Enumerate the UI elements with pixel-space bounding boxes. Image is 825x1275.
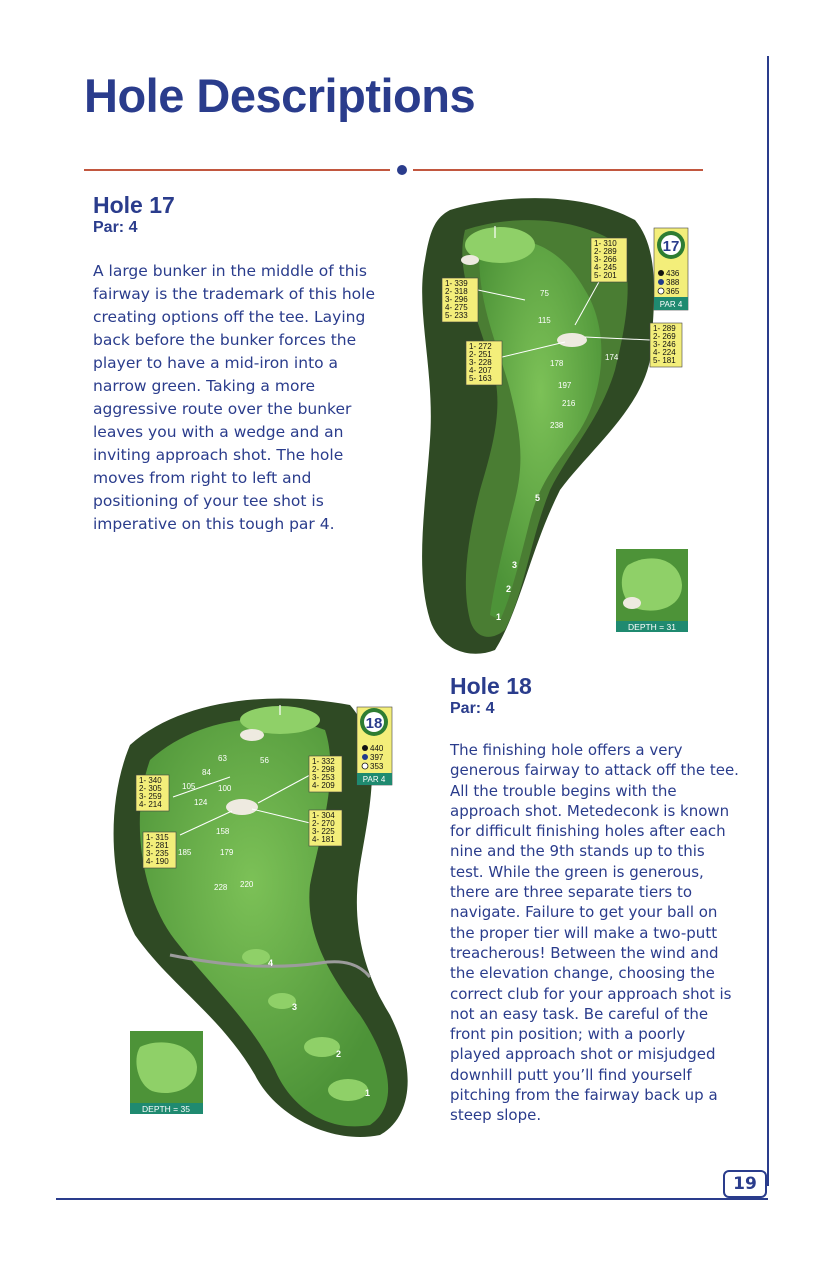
hole18-title: Hole 18	[450, 673, 532, 699]
hole18-depth-inset	[130, 1031, 203, 1114]
hole17-tee: 1	[496, 612, 502, 622]
svg-text:4- 275: 4- 275	[445, 303, 468, 312]
svg-text:3- 228: 3- 228	[469, 358, 492, 367]
hole18-yardage: 220	[240, 880, 254, 889]
svg-text:2- 270: 2- 270	[312, 819, 335, 828]
svg-text:397: 397	[370, 753, 384, 762]
svg-text:5- 181: 5- 181	[653, 356, 676, 365]
hole17-tee: 3	[512, 560, 518, 570]
hole18-tee: 2	[336, 1049, 342, 1059]
hole18-green-bunker	[240, 729, 264, 741]
hole18-tee: 4	[268, 958, 274, 968]
hole17-tee: 5	[535, 493, 541, 503]
title-divider-left	[84, 169, 390, 171]
svg-text:436: 436	[666, 269, 680, 278]
svg-text:4- 214: 4- 214	[139, 800, 162, 809]
hole18-description: The finishing hole offers a very generous fairway to attack off the tee. All the trouble begins with the approach shot. Metedeconk is known for difficult finishing holes after each nine and the 9th stands up to this test. While the green is generous, there are three separate tiers to navigate. Failure to get your ball on the proper tier will make a two-putt treacherous! Between the wind and the elevation change, choosing the correct club for your approach shot is not an easy task. Be careful of the front pin position; with a poorly played approach shot or misjudged downhill putt you’ll find yourself pitching from the fairway back up a steep slope.	[450, 741, 739, 1125]
hole18-yardage: 63	[218, 754, 227, 763]
svg-text:4- 245: 4- 245	[594, 263, 617, 272]
hole17-depth-inset	[616, 549, 688, 632]
svg-text:4- 181: 4- 181	[312, 835, 335, 844]
svg-text:1- 332: 1- 332	[312, 757, 335, 766]
hole18-yardage: 124	[194, 798, 208, 807]
hole17-tee: 2	[506, 584, 512, 594]
svg-text:2- 269: 2- 269	[653, 332, 676, 341]
hole18-fairway-bunker	[226, 799, 258, 815]
page-number: 19	[723, 1170, 767, 1198]
hole17-badge	[654, 228, 688, 310]
hole17-title: Hole 17	[93, 192, 175, 218]
hole18-par: Par: 4	[450, 700, 495, 717]
svg-text:1- 272: 1- 272	[469, 342, 492, 351]
title-divider-dot	[397, 165, 407, 175]
svg-text:1- 339: 1- 339	[445, 279, 468, 288]
svg-text:18: 18	[365, 715, 383, 732]
svg-text:1- 340: 1- 340	[139, 776, 162, 785]
svg-text:440: 440	[370, 744, 384, 753]
hole18-box-c	[143, 832, 176, 868]
hole17-box-c	[466, 341, 502, 385]
hole17-yardage: 75	[540, 289, 549, 298]
svg-text:365: 365	[666, 287, 680, 296]
hole17-par: Par: 4	[93, 219, 138, 236]
svg-text:PAR 4: PAR 4	[362, 775, 386, 784]
title-divider-right	[413, 169, 703, 171]
hole18-box-a	[136, 775, 169, 811]
hole17-yardage: 115	[538, 316, 551, 325]
hole18-box-b	[309, 756, 342, 792]
hole18-yardage: 56	[260, 756, 269, 765]
page-title: Hole Descriptions	[84, 69, 476, 122]
hole18-yardage: 105	[182, 782, 196, 791]
hole17-yardage: 178	[550, 359, 564, 368]
svg-text:353: 353	[370, 762, 384, 771]
page-frame-right	[767, 56, 769, 1186]
hole17-description: A large bunker in the middle of this fairway is the trademark of this hole creating options off the tee. Laying back before the bunker forces the player to have a mid-iron into a narrow green. Taking a more aggressive route over the bunker leaves you with a wedge and an inviting approach shot. The hole moves from right to left and positioning of your tee shot is imperative on this tough par 4.	[93, 262, 376, 533]
hole18-badge	[357, 707, 392, 785]
svg-text:2- 281: 2- 281	[146, 841, 169, 850]
hole17-yardage: 174	[605, 353, 619, 362]
hole18-box-d	[309, 810, 342, 846]
svg-text:3- 246: 3- 246	[653, 340, 676, 349]
svg-text:5- 163: 5- 163	[469, 374, 492, 383]
svg-text:2- 318: 2- 318	[445, 287, 468, 296]
hole17-green-bunker	[461, 255, 479, 265]
hole18-map	[100, 685, 420, 1145]
hole18-yardage: 84	[202, 768, 211, 777]
svg-text:DEPTH = 31: DEPTH = 31	[628, 622, 676, 632]
svg-text:3- 253: 3- 253	[312, 773, 335, 782]
hole17-box-d	[650, 323, 682, 367]
svg-text:1- 310: 1- 310	[594, 239, 617, 248]
svg-text:DEPTH = 35: DEPTH = 35	[142, 1104, 190, 1114]
svg-text:2- 298: 2- 298	[312, 765, 335, 774]
svg-text:5- 233: 5- 233	[445, 311, 468, 320]
svg-text:17: 17	[662, 238, 680, 255]
svg-text:3- 266: 3- 266	[594, 255, 617, 264]
hole17-box-a	[442, 278, 478, 322]
hole17-yardage: 216	[562, 399, 576, 408]
svg-text:2- 305: 2- 305	[139, 784, 162, 793]
svg-text:1- 289: 1- 289	[653, 324, 676, 333]
hole18-tee: 1	[365, 1088, 371, 1098]
hole17-fairway-bunker	[557, 333, 587, 347]
svg-text:4- 190: 4- 190	[146, 857, 169, 866]
hole17-box-b	[591, 238, 627, 282]
svg-text:2- 251: 2- 251	[469, 350, 492, 359]
hole18-yardage: 185	[178, 848, 192, 857]
hole17-tee: 4	[543, 530, 549, 540]
svg-text:4- 224: 4- 224	[653, 348, 676, 357]
hole17-map	[410, 190, 700, 660]
hole18-yardage: 158	[216, 827, 230, 836]
svg-text:5- 201: 5- 201	[594, 271, 617, 280]
svg-text:388: 388	[666, 278, 680, 287]
page-frame-bottom	[56, 1198, 768, 1200]
svg-text:3- 296: 3- 296	[445, 295, 468, 304]
svg-text:3- 259: 3- 259	[139, 792, 162, 801]
hole18-yardage: 228	[214, 883, 228, 892]
svg-text:4- 207: 4- 207	[469, 366, 492, 375]
svg-text:4- 209: 4- 209	[312, 781, 335, 790]
svg-text:1- 315: 1- 315	[146, 833, 169, 842]
svg-text:3- 235: 3- 235	[146, 849, 169, 858]
hole18-yardage: 179	[220, 848, 234, 857]
hole18-yardage: 100	[218, 784, 232, 793]
svg-text:2- 289: 2- 289	[594, 247, 617, 256]
hole17-yardage: 197	[558, 381, 572, 390]
svg-text:3- 225: 3- 225	[312, 827, 335, 836]
svg-text:PAR 4: PAR 4	[659, 300, 683, 309]
hole18-tee: 3	[292, 1002, 298, 1012]
hole17-yardage: 238	[550, 421, 564, 430]
svg-text:1- 304: 1- 304	[312, 811, 335, 820]
